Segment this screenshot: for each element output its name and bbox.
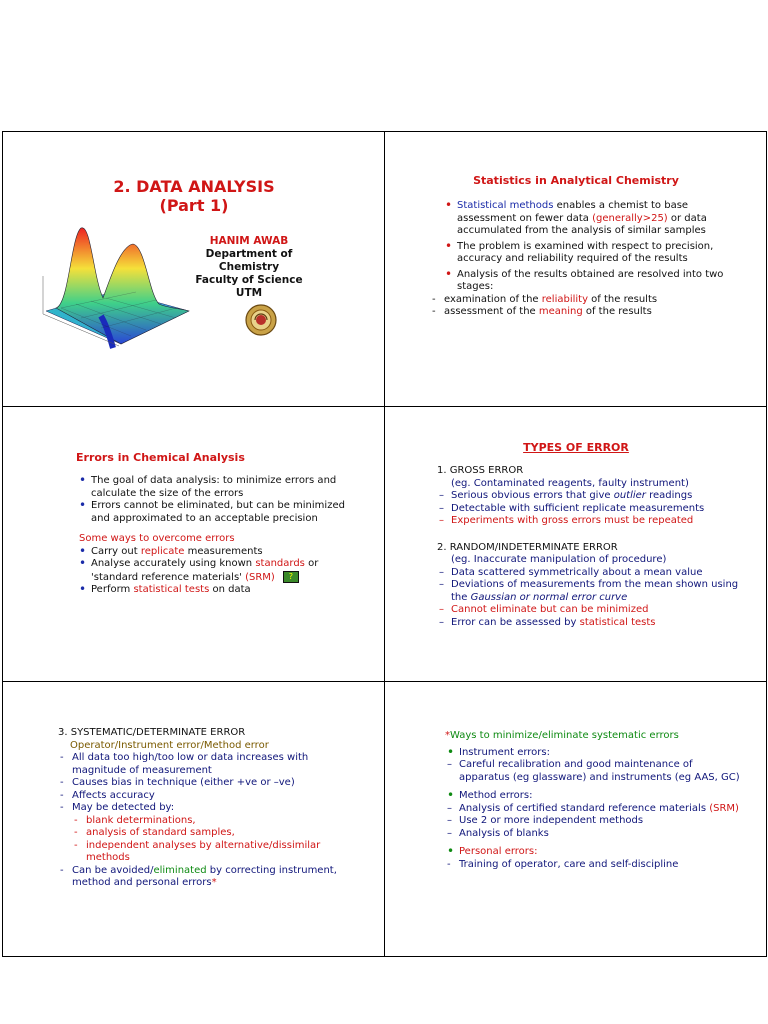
list-item: - Affects accuracy: [58, 790, 358, 803]
list-item: • Instrument errors:: [445, 747, 745, 760]
term: (SRM): [709, 802, 739, 814]
list-item: [58, 865, 358, 890]
example-text: (eg. Contaminated reagents, faulty instrument): [451, 477, 689, 489]
text: Can be avoided/: [72, 864, 154, 876]
slide-heading: Statistics in Analytical Chemistry: [473, 174, 679, 187]
list-item: - Training of operator, care and self-discipline: [445, 859, 745, 872]
slide-body: [443, 200, 743, 319]
list-item: - independent analyses by alternative/dissimilar methods: [72, 840, 358, 865]
list-item: • The problem is examined with respect to precision, accuracy and reliability required of the results: [443, 241, 743, 266]
text: Analysis of certified standard reference materials: [459, 802, 710, 814]
list-item: – Use 2 or more independent methods: [445, 815, 745, 828]
text: by correcting instrument, method and personal errors: [72, 864, 337, 888]
heading-text: Ways to minimize/eliminate systematic errors: [450, 730, 679, 741]
footnote-mark: *: [445, 730, 450, 741]
question-button[interactable]: ?: [283, 571, 299, 583]
slide-types-of-error: [385, 407, 767, 682]
text: readings: [645, 490, 693, 501]
list-item: – Experiments with gross errors must be repeated: [437, 515, 755, 528]
slide-body: [437, 465, 755, 629]
text: of the results: [588, 293, 658, 305]
slide-heading: [445, 730, 745, 743]
text: on data: [209, 584, 251, 595]
slide-errors: [3, 407, 385, 682]
slide-title: [3, 132, 385, 407]
text: assessment of the: [444, 306, 539, 317]
list-item: – Careful recalibration and good maintenance of apparatus (eg glassware) and instruments (eg AAS, GC): [445, 759, 745, 784]
list-item: [77, 584, 345, 597]
footnote-mark: *: [211, 877, 217, 888]
term: meaning: [538, 306, 583, 317]
text: of the results: [582, 306, 652, 317]
subheading: Some ways to overcome errors: [79, 533, 235, 544]
text: measurements: [184, 545, 263, 557]
list-item: [445, 803, 745, 816]
term: Statistical methods: [457, 200, 554, 211]
author-name: HANIM AWAB: [209, 235, 289, 247]
list-item: [437, 617, 755, 630]
list-item: [437, 579, 755, 604]
list-item: [430, 294, 743, 307]
university: UTM: [235, 287, 263, 299]
slide-heading: TYPES OF ERROR: [523, 441, 629, 454]
list-item: – Detectable with sufficient replicate measurements: [437, 503, 755, 516]
text: Perform: [91, 584, 134, 595]
title-line-2: (Part 1): [159, 196, 229, 215]
text: enables a chemist to base assessment on fewer data: [457, 200, 689, 224]
example-text: (eg. Inaccurate manipulation of procedure): [451, 554, 667, 565]
section-title: 2. RANDOM/INDETERMINATE ERROR: [437, 541, 618, 553]
list-item: – Data scattered symmetrically about a mean value: [437, 567, 755, 580]
term: standards: [255, 558, 305, 569]
subheading: Operator/Instrument error/Method error: [70, 739, 269, 751]
text: examination of the: [444, 293, 542, 305]
term: replicate: [140, 545, 185, 557]
slide-systematic-error: [3, 682, 385, 957]
slide-grid: [2, 131, 767, 957]
text: Serious obvious errors that give: [451, 490, 614, 501]
section-title: 1. GROSS ERROR: [437, 465, 524, 476]
department: Department of Chemistry: [205, 248, 293, 273]
term: statistical tests: [133, 584, 210, 595]
faculty: Faculty of Science: [195, 274, 303, 286]
term: (SRM): [245, 571, 275, 583]
text: or 'standard reference materials': [91, 558, 319, 583]
term: (generally>25): [592, 212, 668, 224]
list-item: – Cannot eliminate but can be minimized: [437, 604, 755, 617]
term: Gaussian or normal error curve: [470, 591, 628, 603]
list-item: • Personal errors:: [445, 846, 745, 859]
list-item: • The goal of data analysis: to minimize errors and calculate the size of the errors: [77, 475, 345, 500]
text: Carry out: [91, 545, 141, 557]
slide-statistics: [385, 132, 767, 407]
text: Error can be assessed by: [451, 616, 580, 628]
text: or data accumulated from the analysis of similar samples: [457, 212, 707, 236]
author-block: [179, 235, 319, 300]
list-item: [437, 490, 755, 503]
presentation-title: [3, 177, 385, 215]
slide-minimize-errors: [385, 682, 767, 957]
term: eliminated: [153, 864, 207, 876]
list-item: • Method errors:: [445, 790, 745, 803]
list-item: [443, 200, 743, 238]
3d-surface-plot-image: [41, 216, 191, 352]
section-title: 3. SYSTEMATIC/DETERMINATE ERROR: [58, 727, 246, 738]
title-line-1: 2. DATA ANALYSIS: [113, 177, 275, 196]
list-item: - All data too high/too low or data increases with magnitude of measurement: [58, 752, 358, 777]
list-item: • Analysis of the results obtained are resolved into two stages:: [443, 269, 743, 294]
term: statistical tests: [579, 616, 656, 628]
slide-body: [58, 727, 358, 890]
list-item: [77, 546, 345, 559]
slide-heading: Errors in Chemical Analysis: [76, 451, 245, 464]
term: outlier: [613, 490, 646, 501]
slide-body: [445, 730, 745, 871]
list-item: - May be detected by:: [58, 802, 358, 815]
list-item: • Errors cannot be eliminated, but can be minimized and approximated to an acceptable precision: [77, 500, 345, 525]
text: Deviations of measurements from the mean shown using the: [451, 579, 739, 603]
list-item: - analysis of standard samples,: [72, 827, 358, 840]
slide-body: [77, 475, 345, 597]
list-item: [77, 558, 345, 584]
term: reliability: [541, 293, 588, 305]
list-item: - Causes bias in technique (either +ve or –ve): [58, 777, 358, 790]
university-logo-icon: [245, 304, 277, 336]
text: Analyse accurately using known: [91, 558, 256, 569]
list-item: - blank determinations,: [72, 815, 358, 828]
list-item: [430, 306, 743, 319]
list-item: – Analysis of blanks: [445, 828, 745, 841]
